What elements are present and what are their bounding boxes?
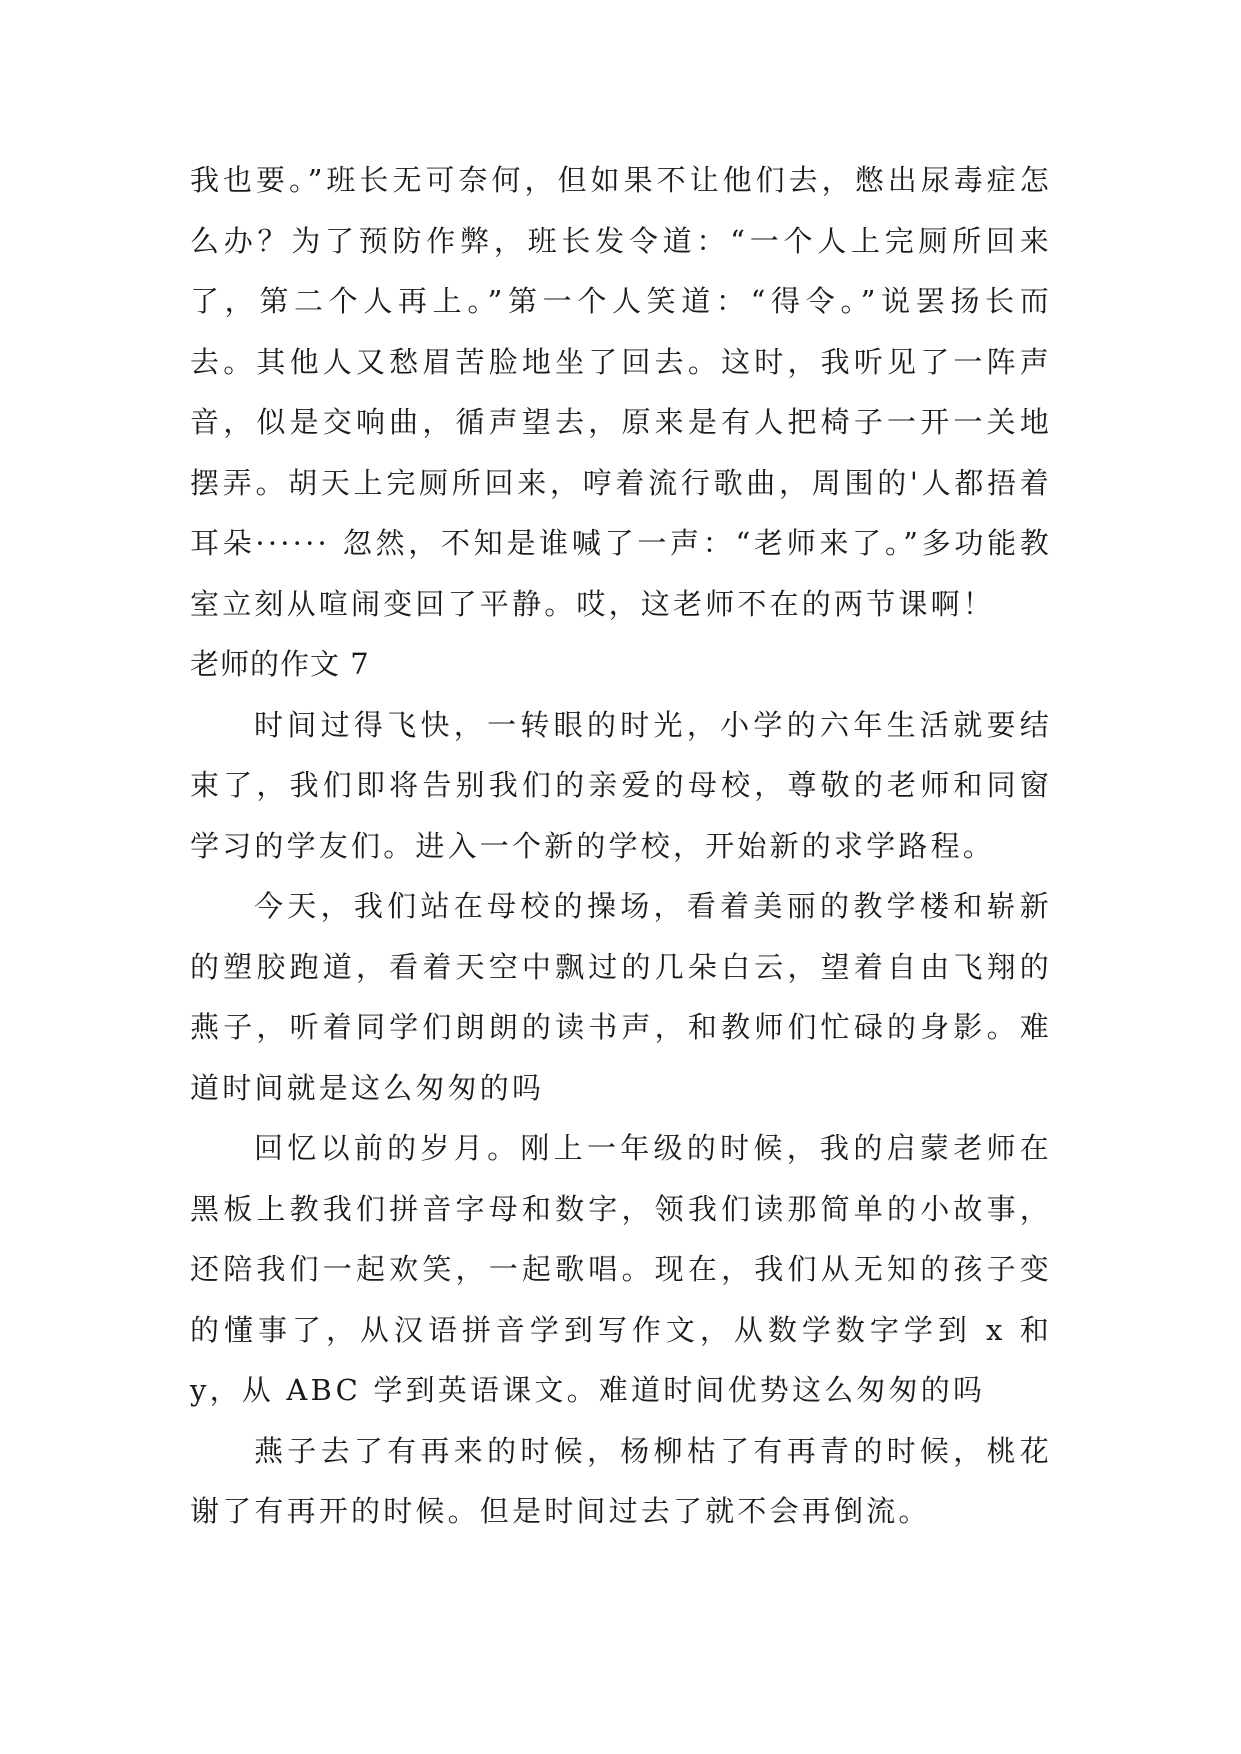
intro-paragraph: 我也要。”班长无可奈何，但如果不让他们去，憋出尿毒症怎么办？为了预防作弊，班长发令道：“一个人上完厕所回来了，第二个人再上。”第一个人笑道：“得令。”说罢扬长而去。其他人又愁眉苦脸地坐了回去。这时，我听见了一阵声音，似是交响曲，循声望去，原来是有人把椅子一开一关地摆弄。胡天上完厕所回来，哼着流行歌曲，周围的'人都捂着耳朵······ 忽然，不知是谁喊了一声：“老师来了。”多功能教室立刻从喧闹变回了平静。哎，这老师不在的两节课啊！ [190, 163, 1052, 621]
section-title: 老师的作文 7 [190, 647, 370, 681]
body-paragraph-1: 时间过得飞快，一转眼的时光，小学的六年生活就要结束了，我们即将告别我们的亲爱的母校，尊敬的老师和同窗学习的学友们。进入一个新的学校，开始新的求学路程。 [190, 707, 1052, 863]
body-paragraph-2: 今天，我们站在母校的操场，看着美丽的教学楼和崭新的塑胶跑道，看着天空中飘过的几朵白云，望着自由飞翔的燕子，听着同学们朗朗的读书声，和教师们忙碌的身影。难道时间就是这么匆匆的吗 [190, 889, 1052, 1105]
document-body [190, 150, 1052, 1542]
body-paragraph-4: 燕子去了有再来的时候，杨柳枯了有再青的时候，桃花谢了有再开的时候。但是时间过去了就不会再倒流。 [190, 1433, 1052, 1528]
body-paragraph-3: 回忆以前的岁月。刚上一年级的时候，我的启蒙老师在黑板上教我们拼音字母和数字，领我们读那简单的小故事，还陪我们一起欢笑，一起歌唱。现在，我们从无知的孩子变的懂事了，从汉语拼音学到写作文，从数学数字学到 x 和 y，从 ABC 学到英语课文。难道时间优势这么匆匆的吗 [190, 1131, 1052, 1407]
